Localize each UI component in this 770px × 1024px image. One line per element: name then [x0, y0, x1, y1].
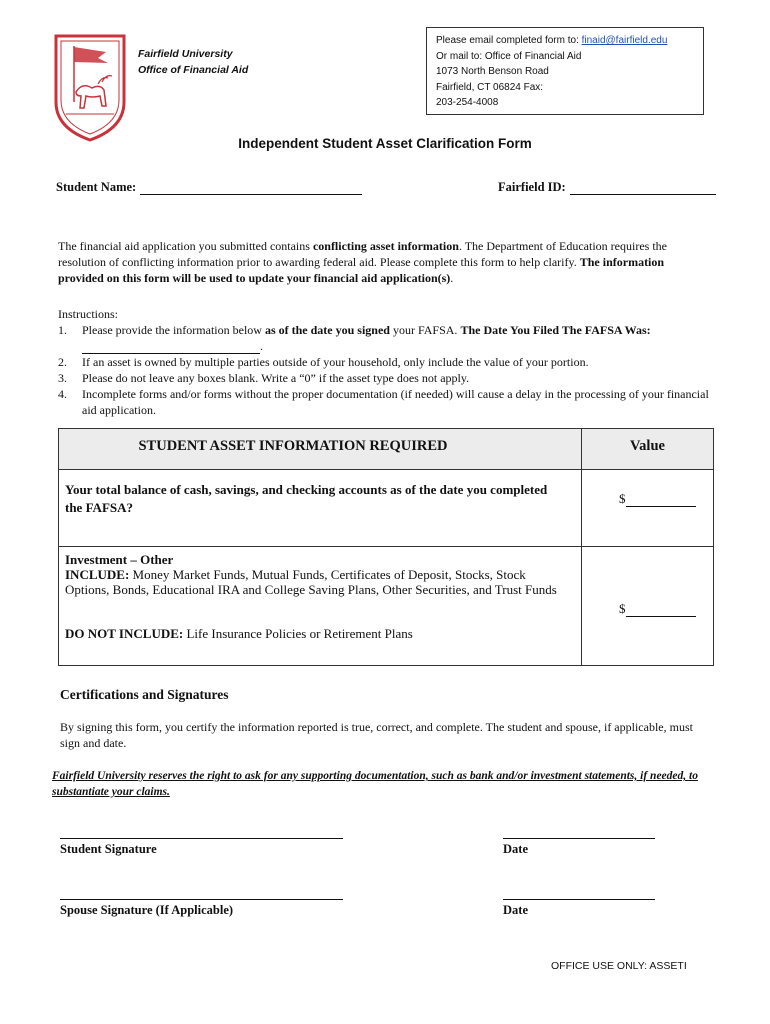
contact-fax: 203-254-4008	[436, 97, 499, 108]
certifications-text: By signing this form, you certify the information reported is true, correct, and complete. The student and spouse, if applicable, must sign and date.	[60, 720, 693, 750]
instructions	[58, 306, 718, 418]
instruction-number: 2.	[58, 355, 67, 369]
contact-address-2: Fairfield, CT 06824 Fax:	[436, 81, 544, 93]
email-link[interactable]: finaid@fairfield.edu	[581, 35, 668, 46]
instruction-text: Please provide the information below	[82, 323, 265, 337]
instruction-text: Incomplete forms and/or forms without the proper documentation (if needed) will cause a delay in the processing of your financial aid application.	[82, 387, 709, 417]
intro-text-2: . The Department of Education requires the resolution of conflicting information prior to awarding federal aid. Please complete this form to help clarify.	[58, 239, 667, 269]
investment-other-description	[65, 552, 570, 597]
cash-savings-question: Your total balance of cash, savings, and checking accounts as of the date you completed the FAFSA?	[65, 482, 548, 515]
instruction-text: If an asset is owned by multiple parties outside of your household, only include the value of your portion.	[82, 355, 589, 369]
instructions-heading: Instructions:	[58, 307, 118, 321]
instruction-bold: as of the date you signed	[264, 323, 390, 337]
office-use-label: OFFICE USE ONLY: ASSETI	[551, 960, 687, 972]
instruction-item-4	[58, 386, 718, 418]
student-signature-line[interactable]	[60, 838, 343, 839]
investment-value[interactable]	[619, 601, 696, 617]
exclude-text: Life Insurance Policies or Retirement Plans	[183, 626, 413, 641]
student-date-label: Date	[503, 842, 528, 856]
fairfield-id-row	[498, 180, 716, 195]
instruction-item-2	[58, 354, 718, 370]
include-text: Money Market Funds, Mutual Funds, Certificates of Deposit, Stocks, Stock Options, Bonds, Educational IRA and College Saving Plans, Other Securities, and Trust Funds	[65, 567, 557, 597]
spouse-signature-label: Spouse Signature (If Applicable)	[60, 903, 234, 917]
investment-heading: Investment – Other	[65, 552, 174, 567]
intro-bold-1: conflicting asset information	[312, 239, 459, 253]
instruction-item-1	[58, 322, 718, 354]
intro-bold-2: The information provided on this form will be used to update your financial aid application(s)	[58, 255, 665, 285]
instruction-number: 1.	[58, 323, 67, 337]
spouse-date-line[interactable]	[503, 899, 655, 900]
student-date-line[interactable]	[503, 838, 655, 839]
student-name-field[interactable]	[140, 181, 362, 195]
intro-text-1: The financial aid application you submitted contains	[58, 239, 313, 253]
table-row-divider	[59, 546, 713, 547]
asset-table	[58, 428, 714, 666]
instruction-text: your FAFSA.	[389, 323, 461, 337]
exclude-label: DO NOT INCLUDE:	[65, 626, 184, 641]
table-header-value: Value	[630, 438, 665, 454]
investment-input-line[interactable]	[626, 604, 696, 617]
table-header-main: STUDENT ASSET INFORMATION REQUIRED	[138, 438, 448, 454]
instruction-end: .	[260, 339, 263, 353]
fairfield-id-label: Fairfield ID:	[498, 180, 566, 194]
dollar-sign: $	[619, 601, 626, 616]
student-name-label: Student Name:	[56, 180, 137, 194]
fairfield-id-field[interactable]	[570, 181, 716, 195]
contact-box	[426, 27, 704, 115]
cash-savings-input-line[interactable]	[626, 494, 696, 507]
contact-email-line	[436, 33, 703, 49]
instruction-number: 3.	[58, 371, 67, 385]
instruction-number: 4.	[58, 387, 67, 401]
contact-address-1: 1073 North Benson Road	[436, 66, 549, 77]
spouse-date-label: Date	[503, 903, 528, 917]
org-line-1: Fairfield University	[138, 48, 233, 60]
include-label: INCLUDE:	[65, 567, 130, 582]
cash-savings-value[interactable]	[619, 491, 696, 507]
intro-text-3: .	[450, 271, 454, 285]
documentation-disclaimer: Fairfield University reserves the right to ask for any supporting documentation, such as bank and/or investment statements, if needed, to substantiate your claims.	[52, 770, 698, 798]
instruction-bold: The Date You Filed The FAFSA Was:	[460, 323, 651, 337]
table-column-divider	[581, 429, 582, 665]
org-line-2: Office of Financial Aid	[138, 64, 249, 76]
dollar-sign: $	[619, 491, 626, 506]
investment-exclude	[65, 626, 570, 642]
form-title: Independent Student Asset Clarification Form	[238, 136, 532, 151]
fairfield-university-logo	[52, 32, 128, 144]
fafsa-date-field[interactable]	[82, 341, 260, 354]
spouse-signature-line[interactable]	[60, 899, 343, 900]
contact-mail-line: Or mail to: Office of Financial Aid	[436, 50, 582, 62]
instruction-text: Please do not leave any boxes blank. Write a “0” if the asset type does not apply.	[82, 371, 470, 385]
org-name	[138, 46, 248, 78]
student-signature-label: Student Signature	[60, 842, 157, 856]
certifications-heading: Certifications and Signatures	[60, 687, 229, 702]
email-prefix: Please email completed form to:	[436, 35, 582, 46]
intro-paragraph	[58, 238, 708, 286]
instruction-item-3	[58, 370, 718, 386]
student-name-row	[56, 180, 362, 195]
